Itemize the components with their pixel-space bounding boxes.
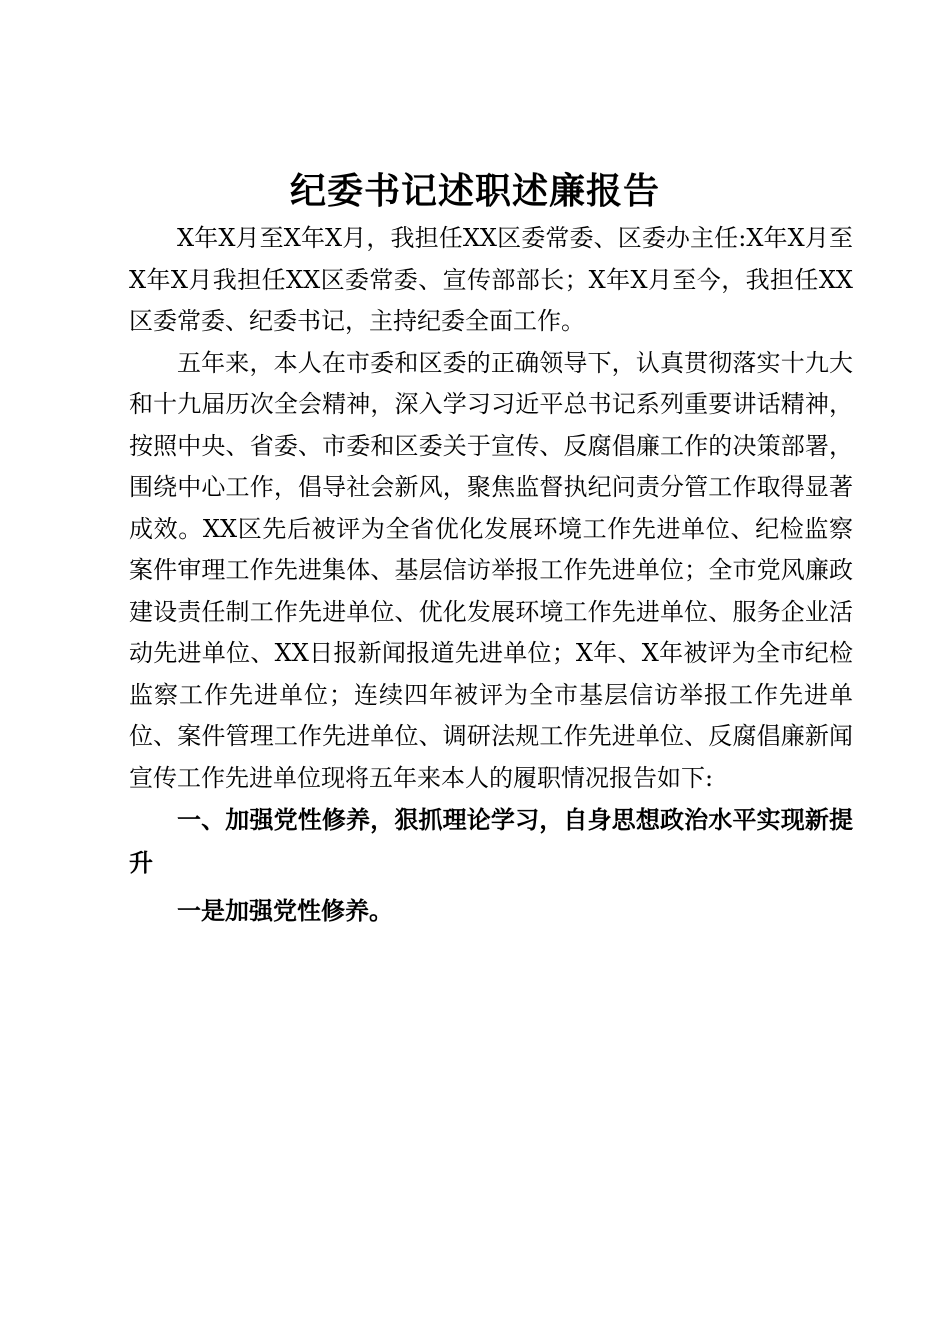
document-body (129, 218, 853, 933)
paragraph-achievements: 五年来，本人在市委和区委的正确领导下，认真贯彻落实十九大和十九届历次全会精神，深入学习习近平总书记系列重要讲话精神，按照中央、省委、市委和区委关于宣传、反腐倡廉工作的决策部署，围绕中心工作，倡导社会新风，聚焦监督执纪问责分管工作取得显著成效。XX区先后被评为全省优化发展环境工作先进单位、纪检监察案件审理工作先进集体、基层信访举报工作先进单位；全市党风廉政建设责任制工作先进单位、优化发展环境工作先进单位、服务企业活动先进单位、XX日报新闻报道先进单位；X年、X年被评为全市纪检监察工作先进单位；连续四年被评为全市基层信访举报工作先进单位、案件管理工作先进单位、调研法规工作先进单位、反腐倡廉新闻宣传工作先进单位现将五年来本人的履职情况报告如下: (129, 348, 853, 792)
section-heading: 一、加强党性修养，狠抓理论学习，自身思想政治水平实现新提升 (129, 806, 853, 877)
document-title: 纪委书记述职述廉报告 (289, 170, 660, 212)
sub-heading: 一是加强党性修养。 (177, 897, 393, 925)
paragraph-appointments: X年X月至X年X月，我担任XX区委常委、区委办主任:X年X月至X年X月我担任XX区委常委、宣传部部长；X年X月至今，我担任XX区委常委、纪委书记，主持纪委全面工作。 (129, 224, 853, 335)
